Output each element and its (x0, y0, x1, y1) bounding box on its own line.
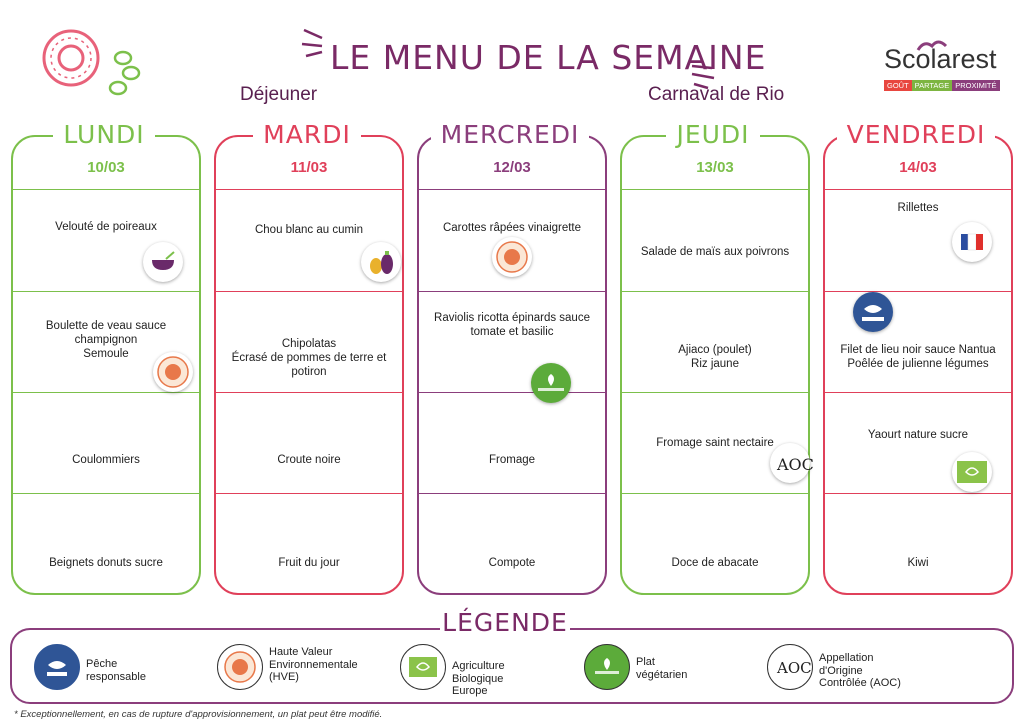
menu-item-starter: Velouté de poireaux (55, 221, 157, 233)
brand-logo (884, 44, 1008, 93)
day-name: MERCREDI (431, 120, 590, 149)
menu-item-dessert: Compote (488, 557, 536, 569)
menu-item-cheese: Fromage (488, 454, 536, 466)
legend-item (217, 644, 358, 690)
menu-item-cheese: Fromage saint nectaire (656, 437, 774, 449)
legend-box (10, 628, 1014, 704)
day-card-lundi (11, 135, 201, 595)
day-date: 10/03 (87, 159, 125, 176)
legend-label: Agriculture Biologique Europe (452, 660, 505, 697)
menu-item-dessert: Fruit du jour (278, 557, 340, 569)
decorative-donut-icon (38, 28, 148, 100)
theme-label: Carnaval de Rio (648, 84, 785, 105)
bio-icon (400, 644, 446, 690)
day-date: 12/03 (493, 159, 531, 176)
day-name: VENDREDI (837, 120, 996, 149)
brand-tag: PROXIMITÉ (952, 80, 999, 91)
day-card-mardi (214, 135, 404, 595)
page-title: LE MENU DE LA SEMAINE (330, 38, 767, 77)
legend-title: LÉGENDE (440, 608, 570, 637)
menu-item-starter: Carottes râpées vinaigrette (442, 222, 582, 234)
day-card-vendredi (823, 135, 1013, 595)
meal-label: Déjeuner (240, 84, 318, 105)
legend-item (584, 644, 687, 690)
legend-label: Haute Valeur Environnementale (HVE) (269, 646, 358, 683)
hve-icon (492, 237, 532, 277)
menu-item-cheese: Yaourt nature sucre (867, 429, 969, 441)
menu-item-cheese: Coulommiers (72, 454, 140, 466)
menu-item-main: Raviolis ricotta épinards sauce tomate et basilic (434, 312, 590, 338)
legend-item (767, 644, 901, 690)
day-name: LUNDI (53, 120, 154, 149)
brand-logo-icon (914, 38, 954, 54)
menu-item-starter: Rillettes (897, 202, 939, 214)
menu-item-starter: Chou blanc au cumin (254, 224, 364, 236)
day-card-jeudi (620, 135, 814, 595)
peche-icon (34, 644, 80, 690)
peche-responsable-icon (853, 292, 893, 332)
svg-text:AOC: AOC (777, 455, 814, 474)
legend-label: Plat végétarien (636, 656, 688, 681)
vegetarian-icon (584, 644, 630, 690)
menu-item-starter: Salade de maïs aux poivrons (640, 246, 790, 258)
hve-icon (217, 644, 263, 690)
menu-item-dessert: Doce de abacate (671, 557, 759, 569)
menu-item-dessert: Beignets donuts sucre (49, 557, 163, 569)
france-flag-icon (952, 222, 992, 262)
day-date: 11/03 (290, 159, 328, 176)
brand-tag: GOÛT (884, 80, 912, 91)
hve-icon (153, 352, 193, 392)
legend-item (400, 644, 505, 698)
legend-item (34, 644, 146, 690)
brand-name: Scolarest (884, 44, 997, 74)
menu-item-main: Ajiaco (poulet) Riz jaune (678, 344, 752, 370)
day-date: 13/03 (696, 159, 734, 176)
menu-item-main: Filet de lieu noir sauce Nantua Poêlée de julienne légumes (840, 344, 996, 370)
vegetables-icon (361, 242, 401, 282)
menu-item-main: Chipolatas Écrasé de pommes de terre et potiron (231, 338, 387, 378)
menu-item-main: Boulette de veau sauce champignon Semoule (45, 320, 167, 360)
vegetarian-icon (531, 363, 571, 403)
day-name: JEUDI (666, 120, 759, 149)
menu-item-cheese: Croute noire (277, 454, 341, 466)
bio-europe-icon (952, 452, 992, 492)
day-card-mercredi (417, 135, 607, 595)
legend-label: Appellation d'Origine Contrôlée (AOC) (819, 652, 901, 689)
aoc-icon (770, 443, 814, 483)
day-name: MARDI (253, 120, 361, 149)
legend-label: Pêche responsable (86, 658, 146, 683)
day-date: 14/03 (899, 159, 937, 176)
brand-tag: PARTAGE (912, 80, 953, 91)
footnote: * Exceptionnellement, en cas de rupture d'approvisionnement, un plat peut être modifié. (14, 709, 383, 720)
aoc-icon (767, 644, 813, 690)
title-flourish-left-icon (300, 26, 330, 56)
svg-text:AOC: AOC (777, 659, 812, 677)
menu-item-dessert: Kiwi (907, 557, 929, 569)
soup-bowl-icon (143, 242, 183, 282)
